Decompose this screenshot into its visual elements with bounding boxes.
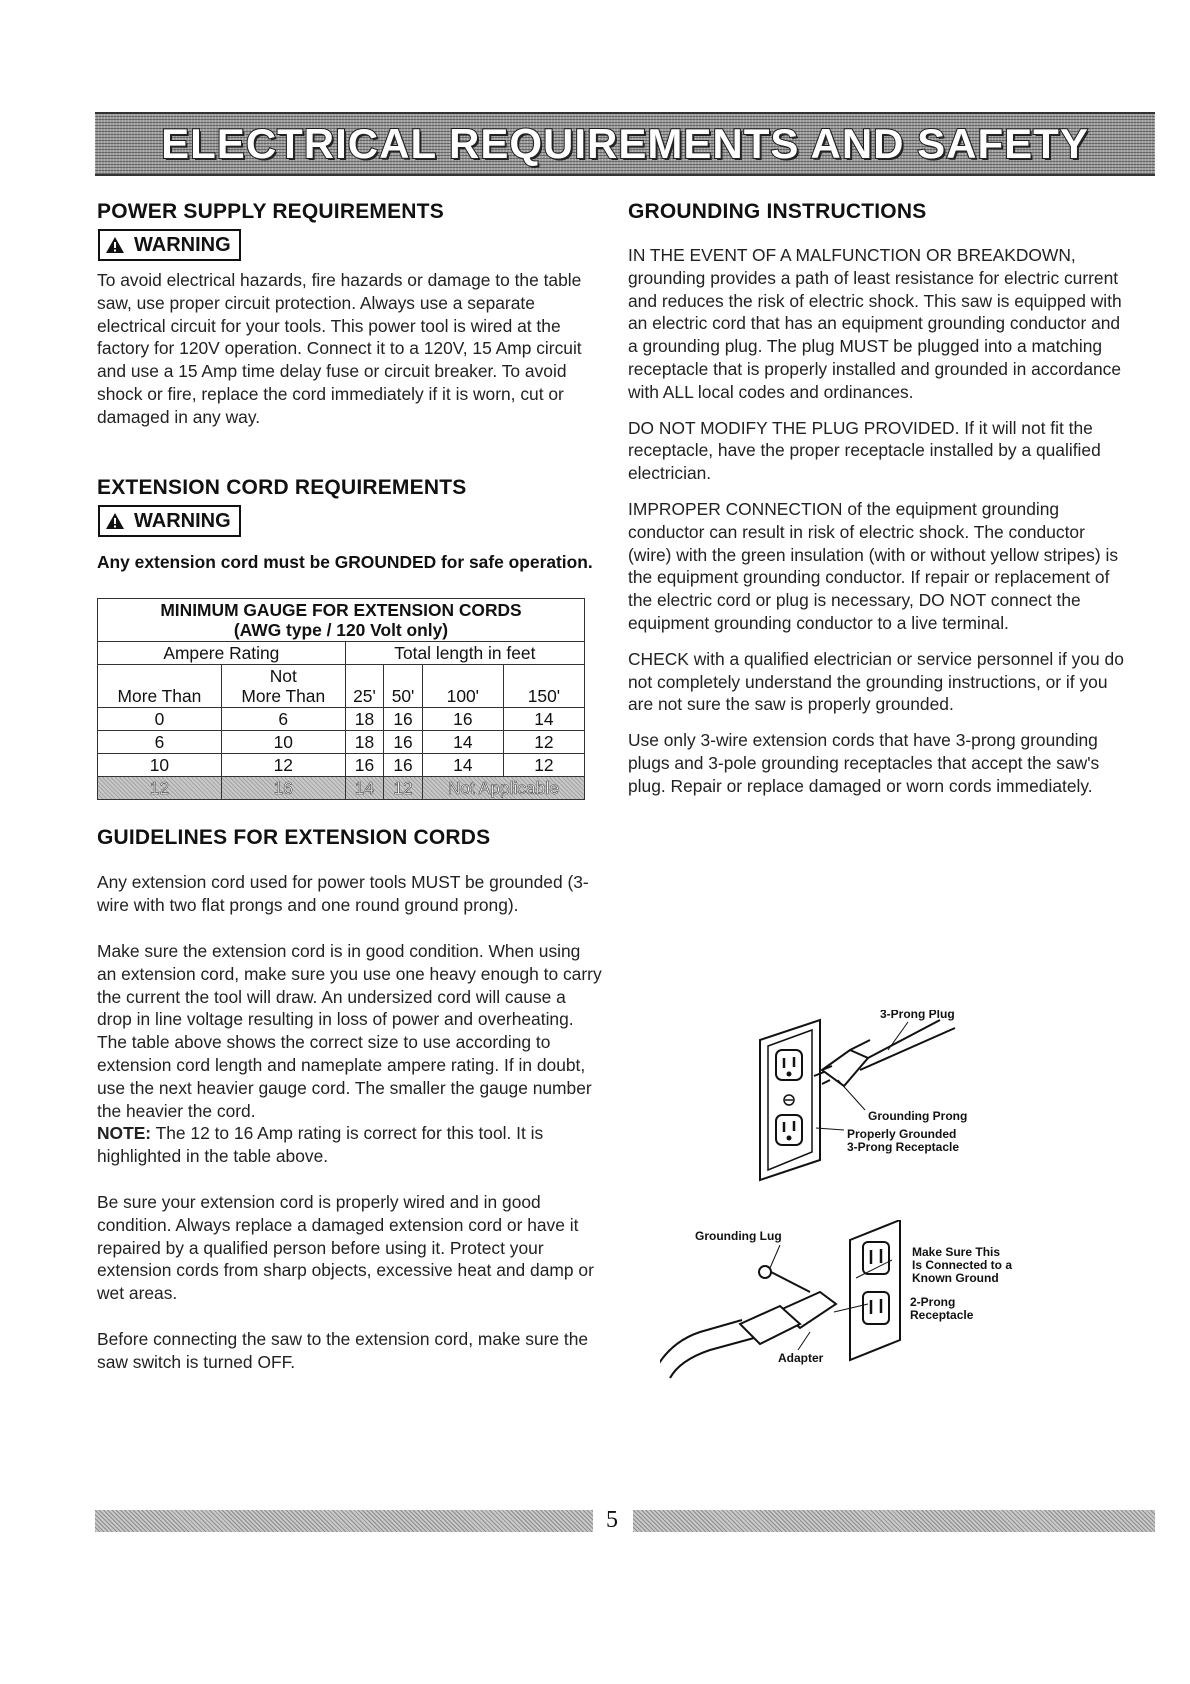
grounded-note: Any extension cord must be GROUNDED for safe operation. bbox=[97, 551, 593, 572]
label-properly-grounded: Properly Grounded bbox=[847, 1127, 957, 1141]
table-cell: 6 bbox=[221, 708, 345, 731]
header-ampere-rating: Ampere Rating bbox=[98, 642, 346, 665]
label-two-prong: 2-Prong bbox=[910, 1295, 956, 1309]
table-cell: 10 bbox=[98, 754, 222, 777]
guidelines-paragraph: Make sure the extension cord is in good condition. When using an extension cord, make sure you use one heavy enough to carry the current the tool will draw. An undersized cord will cause a drop in line voltage resulting in loss of power and overheating. The table above shows the correct size to use according to extension cord length and nameplate ampere rating. If in doubt, use the next heavier gauge cord. The smaller the gauge number the heavier the cord. bbox=[97, 940, 602, 1121]
grounding-paragraph: DO NOT MODIFY THE PLUG PROVIDED. If it will not fit the receptacle, have the proper receptacle installed by a qualified electrician. bbox=[628, 417, 1101, 484]
table-cell: 12 bbox=[384, 777, 423, 800]
label-is-connected: Is Connected to a bbox=[912, 1258, 1013, 1272]
table-cell: 12 bbox=[221, 754, 345, 777]
footer-pattern-right bbox=[633, 1510, 1155, 1532]
three-prong-plug-figure bbox=[740, 1010, 1040, 1190]
table-cell: 16 bbox=[221, 777, 345, 800]
header-more-than: More Than bbox=[98, 665, 222, 708]
banner-title: ELECTRICAL REQUIREMENTS AND SAFETY bbox=[161, 120, 1089, 167]
header-length: 100' bbox=[422, 665, 503, 708]
power-supply-heading: POWER SUPPLY REQUIREMENTS bbox=[97, 200, 444, 223]
warning-icon bbox=[106, 237, 124, 253]
table-cell: 14 bbox=[422, 731, 503, 754]
warning-label: WARNING bbox=[134, 509, 231, 532]
table-cell: 12 bbox=[98, 777, 222, 800]
header-length: 50' bbox=[384, 665, 423, 708]
table-cell: 14 bbox=[345, 777, 384, 800]
table-title-line1: MINIMUM GAUGE FOR EXTENSION CORDS bbox=[160, 600, 522, 621]
table-row bbox=[98, 754, 585, 777]
highlighted-table-row bbox=[98, 777, 585, 800]
guidelines-paragraph: Any extension cord used for power tools MUST be grounded (3-wire with two flat prongs and one round ground prong). bbox=[97, 872, 589, 916]
guidelines-note bbox=[97, 1122, 602, 1168]
guidelines-heading: GUIDELINES FOR EXTENSION CORDS bbox=[97, 826, 491, 850]
extension-cord-heading: EXTENSION CORD REQUIREMENTS bbox=[97, 475, 467, 499]
table-cell: 6 bbox=[98, 731, 222, 754]
table-cell: 16 bbox=[422, 708, 503, 731]
note-label: NOTE: bbox=[97, 1123, 152, 1144]
header-not-more-than bbox=[221, 665, 345, 708]
three-prong-plug-icon bbox=[814, 1020, 955, 1086]
label-receptacle: Receptacle bbox=[910, 1308, 974, 1322]
warning-icon bbox=[106, 513, 124, 529]
label-grounding-prong: Grounding Prong bbox=[868, 1109, 968, 1123]
guidelines-paragraph: Be sure your extension cord is properly wired and in good condition. Always replace a damaged extension cord or have it repaired by a qualified person before using it. Protect your extension cords from sharp objects, excessive heat and damp or wet areas. bbox=[97, 1191, 594, 1304]
gauge-table bbox=[97, 598, 585, 800]
header-length: 25' bbox=[345, 665, 384, 708]
table-cell: 16 bbox=[384, 754, 423, 777]
not-applicable-cell: Not Applicable bbox=[422, 777, 584, 800]
table-cell: 12 bbox=[503, 754, 584, 777]
table-row bbox=[98, 708, 585, 731]
warning-badge bbox=[98, 505, 241, 537]
table-row bbox=[98, 731, 585, 754]
grounding-heading: GROUNDING INSTRUCTIONS bbox=[628, 200, 927, 223]
table-cell: 16 bbox=[384, 708, 423, 731]
footer-pattern-left bbox=[95, 1510, 593, 1532]
label-three-prong-receptacle: 3-Prong Receptacle bbox=[847, 1140, 960, 1154]
section-banner bbox=[95, 112, 1155, 176]
grounding-paragraph: IN THE EVENT OF A MALFUNCTION OR BREAKDOWN, grounding provides a path of least resistance for electric current and reduces the risk of electric shock. This saw is equipped with an electric cord that has an equipment grounding conductor and a grounding plug. The plug MUST be plugged into a matching receptacle that is properly installed and grounded in accordance with ALL local codes and ordinances. bbox=[628, 245, 1122, 402]
right-column bbox=[628, 200, 1133, 798]
table-cell: 12 bbox=[503, 731, 584, 754]
label-grounding-lug: Grounding Lug bbox=[695, 1229, 782, 1243]
guidelines-paragraph: Before connecting the saw to the extension cord, make sure the saw switch is turned OFF. bbox=[97, 1328, 589, 1372]
grounding-paragraph: Use only 3-wire extension cords that have 3-prong grounding plugs and 3-pole grounding receptacles that accept the saw's plug. Repair or replace damaged or worn cords immediately. bbox=[628, 730, 1100, 796]
warning-badge bbox=[98, 229, 241, 261]
note-text: The 12 to 16 Amp rating is correct for this tool. It is highlighted in the table above. bbox=[97, 1123, 544, 1167]
grounding-paragraph: IMPROPER CONNECTION of the equipment grounding conductor can result in risk of electric shock. The conductor (wire) with the green insulation (with or without yellow stripes) is the equipment grounding conductor. If repair or replacement of the electric cord or plug is necessary, DO NOT connect the equipment grounding conductor to a live terminal. bbox=[628, 498, 1119, 633]
label-known-ground: Known Ground bbox=[912, 1271, 999, 1285]
header-total-length: Total length in feet bbox=[345, 642, 584, 665]
table-cell: 10 bbox=[221, 731, 345, 754]
left-column bbox=[97, 200, 602, 1374]
label-three-prong-plug: 3-Prong Plug bbox=[880, 1010, 955, 1021]
two-prong-outlet-icon bbox=[850, 1220, 900, 1360]
header-length: 150' bbox=[503, 665, 584, 708]
table-cell: 0 bbox=[98, 708, 222, 731]
grounding-paragraph: CHECK with a qualified electrician or service personnel if you do not completely understand the grounding instructions, or if you are not sure the saw is properly grounded. bbox=[628, 648, 1124, 715]
table-cell: 14 bbox=[503, 708, 584, 731]
table-title-line2: (AWG type / 120 Volt only) bbox=[233, 620, 449, 641]
label-adapter: Adapter bbox=[778, 1351, 824, 1365]
label-make-sure: Make Sure This bbox=[912, 1245, 1001, 1259]
warning-label: WARNING bbox=[134, 234, 231, 256]
adapter-figure bbox=[660, 1220, 1040, 1380]
outlet-icon bbox=[760, 1020, 820, 1180]
table-cell: 16 bbox=[345, 754, 384, 777]
header-more-than-2: More Than bbox=[241, 686, 326, 707]
table-cell: 18 bbox=[345, 731, 384, 754]
power-supply-body: To avoid electrical hazards, fire hazards or damage to the table saw, use proper circuit protection. Always use a separate electrical circuit for your tools. This power tool is wired at the factory for 120V operation. Connect it to a 120V, 15 Amp circuit and use a 15 Amp time delay fuse or circuit breaker. To avoid shock or fire, replace the cord immediately if it is worn, cut or damaged in any way. bbox=[97, 270, 582, 427]
header-not: Not bbox=[269, 666, 297, 687]
page-number: 5 bbox=[606, 1507, 618, 1533]
table-title bbox=[98, 599, 585, 642]
table-cell: 18 bbox=[345, 708, 384, 731]
table-cell: 16 bbox=[384, 731, 423, 754]
table-cell: 14 bbox=[422, 754, 503, 777]
